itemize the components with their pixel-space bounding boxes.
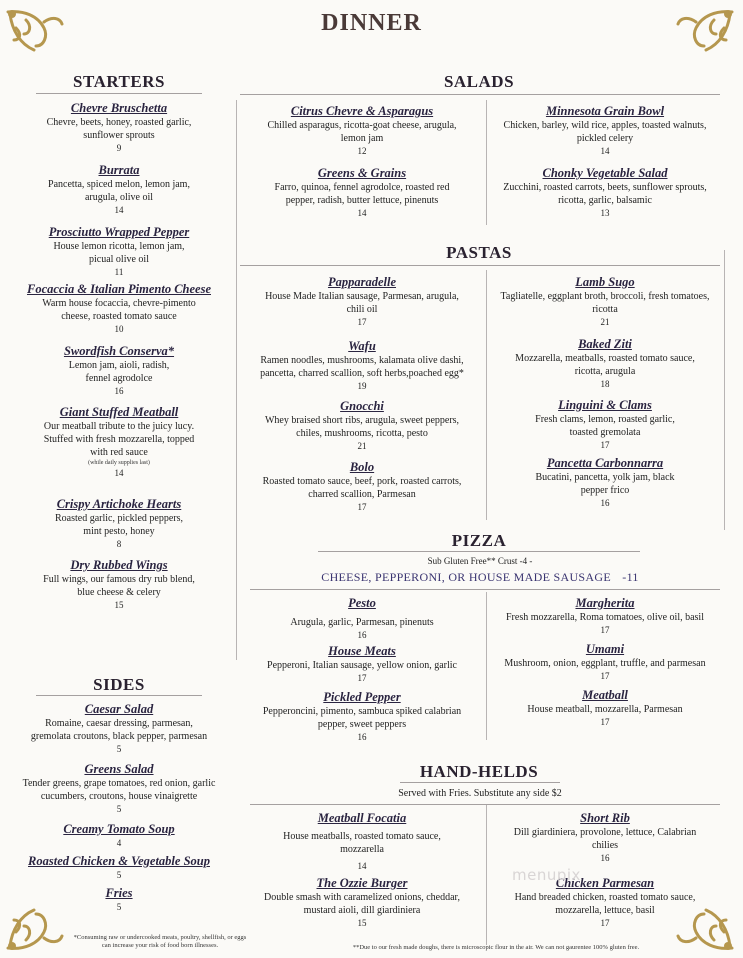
pastas-rule: [240, 265, 720, 266]
item-price: 19: [357, 381, 367, 391]
item-price: 9: [116, 143, 122, 153]
item-price: 17: [600, 671, 610, 681]
item-price: 5: [116, 804, 122, 814]
item-name: Greens Salad: [84, 762, 154, 776]
item-name: Baked Ziti: [578, 337, 632, 351]
item-price: 13: [600, 208, 610, 218]
item-description: Chevre, beets, honey, roasted garlic, sunflower sprouts: [46, 117, 192, 141]
item-name: Papparadelle: [327, 275, 397, 289]
pizza-rule: [318, 551, 640, 552]
item-description: House Made Italian sausage, Parmesan, arugula, chili oil: [265, 291, 459, 315]
item-name: Pancetta Carbonnarra: [546, 456, 664, 470]
item-price: 14: [357, 861, 367, 871]
menu-item: [244, 811, 480, 876]
menu-item: [10, 163, 228, 225]
item-description: Full wings, our famous dry rub blend, blue cheese & celery: [43, 574, 195, 598]
item-name: Citrus Chevre & Asparagus: [290, 104, 434, 118]
item-description: Roasted garlic, pickled peppers, mint pesto, honey: [54, 513, 183, 537]
menu-item: [492, 275, 718, 337]
menu-item: [244, 596, 480, 644]
item-description: Hand breaded chicken, roasted tomato sauce, mozzarella, lettuce, basil: [514, 892, 696, 916]
pastas-left-column: [244, 275, 480, 513]
menu-item: [244, 460, 480, 513]
item-price: 14: [600, 146, 610, 156]
item-price: 17: [600, 918, 610, 928]
item-price: 16: [357, 732, 367, 742]
item-description: Pancetta, spiced melon, lemon jam, arugula, olive oil: [48, 179, 190, 203]
item-name: Giant Stuffed Meatball: [59, 405, 179, 419]
item-description: House meatballs, roasted tomato sauce, mozzarella: [283, 831, 441, 855]
menu-item: [10, 101, 228, 163]
menu-item: [10, 854, 228, 886]
salads-divider: [486, 100, 487, 225]
menu-item: [244, 644, 480, 690]
item-name: Wafu: [348, 339, 376, 353]
menu-item: [492, 337, 718, 398]
item-name: Margherita: [575, 596, 635, 610]
item-description: Double smash with caramelized onions, cheddar, mustard aioli, dill giardiniera: [264, 892, 460, 916]
menu-item: [244, 339, 480, 399]
item-name: Dry Rubbed Wings: [70, 558, 168, 572]
item-name: Meatball: [582, 688, 628, 702]
item-price: 15: [114, 600, 124, 610]
item-price: 12: [357, 146, 367, 156]
pizza-left-column: [244, 596, 480, 743]
item-price: 5: [116, 870, 122, 880]
menu-item: [10, 225, 228, 282]
menu-item: [10, 405, 228, 497]
menu-item: [244, 876, 480, 929]
item-name: Pesto: [348, 596, 376, 610]
item-description: Pepperoncini, pimento, sambuca spiked calabrian pepper, sweet peppers: [262, 706, 462, 730]
item-price: 17: [357, 502, 367, 512]
pastas-right-column: [492, 275, 718, 509]
watermark: menupix: [512, 866, 581, 884]
pizza-gluten-free-note: Sub Gluten Free** Crust -4 -: [427, 556, 533, 566]
item-price: 17: [357, 317, 367, 327]
item-name: Greens & Grains: [317, 166, 407, 180]
menu-item: [492, 596, 718, 642]
item-description: Our meatball tribute to the juicy lucy. Stuffed with fresh mozzarella, topped with red sauce: [43, 421, 195, 458]
salads-rule: [240, 94, 720, 95]
item-description: Zucchini, roasted carrots, beets, sunflower sprouts, ricotta, garlic, balsamic: [503, 182, 707, 206]
pastas-divider: [486, 270, 487, 520]
column-divider: [236, 100, 237, 660]
item-name: Swordfish Conserva*: [63, 344, 175, 358]
item-price: 4: [116, 838, 122, 848]
menu-item: [10, 558, 228, 611]
item-name: Prosciutto Wrapped Pepper: [48, 225, 190, 239]
menu-item: [244, 104, 480, 166]
pizza-right-column: [492, 596, 718, 728]
item-price: 16: [357, 630, 367, 640]
menu-item: [492, 166, 718, 219]
item-description: Whey braised short ribs, arugula, sweet peppers, chiles, mushrooms, ricotta, pesto: [264, 415, 460, 439]
item-description: Tender greens, grape tomatoes, red onion, garlic cucumbers, croutons, house vinaigrette: [22, 778, 216, 802]
menu-item: [244, 399, 480, 460]
item-description: Ramen noodles, mushrooms, kalamata olive dashi, pancetta, charred scallion, soft herbs,poached egg*: [260, 355, 464, 379]
item-description: Farro, quinoa, fennel agrodolce, roasted red pepper, radish, butter lettuce, pinenuts: [274, 182, 450, 206]
item-name: Roasted Chicken & Vegetable Soup: [28, 854, 210, 868]
item-price: 17: [357, 673, 367, 683]
item-description: Chilled asparagus, ricotta-goat cheese, arugula, lemon jam: [267, 120, 457, 144]
pizza-heading: PIZZA: [451, 531, 507, 550]
item-name: Creamy Tomato Soup: [63, 822, 175, 836]
menu-item: [244, 690, 480, 743]
salads-left-column: [244, 104, 480, 219]
item-name: Gnocchi: [340, 399, 384, 413]
salads-right-column: [492, 104, 718, 219]
gluten-footnote: **Due to our fresh made doughs, there is microscopic flour in the air. We can not gaurentee 100% gluten free.: [352, 944, 640, 951]
item-name: The Ozzie Burger: [316, 876, 408, 890]
item-name: House Meats: [328, 644, 396, 658]
item-price: 5: [116, 744, 122, 754]
item-name: Chicken Parmesan: [555, 876, 655, 890]
item-description: Mozzarella, meatballs, roasted tomato sauce, ricotta, arugula: [515, 353, 695, 377]
starters-heading: STARTERS: [73, 72, 165, 91]
menu-item: [10, 886, 228, 913]
item-description: Dill giardiniera, provolone, lettuce, Calabrian chilies: [513, 827, 697, 851]
raw-food-footnote: *Consuming raw or undercooked meats, poultry, shellfish, or eggs can increase your risk of food born illnesses.: [73, 934, 247, 949]
sides-rule: [36, 695, 202, 696]
menu-item: [10, 762, 228, 822]
menu-item: [492, 104, 718, 166]
item-price: 11: [114, 267, 124, 277]
menu-item: [10, 282, 228, 344]
menu-item: [10, 344, 228, 405]
item-name: Focaccia & Italian Pimento Cheese: [26, 282, 211, 296]
item-name: Chonky Vegetable Salad: [542, 166, 668, 180]
item-price: 5: [116, 902, 122, 912]
item-name: Linguini & Clams: [558, 398, 652, 412]
item-price: 21: [600, 317, 610, 327]
item-description: Bucatini, pancetta, yolk jam, black pepper frico: [535, 472, 675, 496]
item-description: Fresh clams, lemon, roasted garlic, toasted gremolata: [535, 414, 675, 438]
page-title: DINNER: [321, 10, 422, 36]
item-price: 15: [357, 918, 367, 928]
salads-heading: SALADS: [443, 72, 515, 91]
item-description: Mushroom, onion, eggplant, truffle, and parmesan: [504, 658, 706, 669]
pizza-basic-options: [250, 570, 710, 585]
starters-rule: [36, 93, 202, 94]
item-name: Chevre Bruschetta: [70, 101, 168, 115]
menu-item: [244, 166, 480, 219]
menu-item: [492, 688, 718, 728]
item-name: Pickled Pepper: [323, 690, 401, 704]
item-description: Romaine, caesar dressing, parmesan, gremolata croutons, black pepper, parmesan: [30, 718, 208, 742]
handhelds-subtitle: Served with Fries. Substitute any side $2: [398, 788, 562, 799]
menu-item: [492, 642, 718, 688]
item-price: 14: [357, 208, 367, 218]
item-name: Short Rib: [580, 811, 630, 825]
item-price: 16: [600, 853, 610, 863]
starters-column: [10, 101, 228, 611]
item-description: House lemon ricotta, lemon jam, picual olive oil: [53, 241, 185, 265]
item-price: 17: [600, 717, 610, 727]
menu-item: [492, 398, 718, 456]
item-price: 10: [114, 324, 124, 334]
item-name: Fries: [105, 886, 133, 900]
item-description: Warm house focaccia, chevre-pimento cheese, roasted tomato sauce: [42, 298, 196, 322]
item-name: Umami: [585, 642, 625, 656]
sides-heading: SIDES: [93, 675, 145, 694]
item-price: 17: [600, 625, 610, 635]
menu-item: [10, 702, 228, 762]
pizza-basic-price: -11: [622, 570, 639, 584]
item-price: 21: [357, 441, 367, 451]
pizza-subrule: [250, 589, 720, 590]
item-price: 18: [600, 379, 610, 389]
item-price: 14: [114, 468, 124, 478]
item-description: House meatball, mozzarella, Parmesan: [527, 704, 683, 715]
pizza-divider: [486, 592, 487, 740]
item-name: Meatball Focatia: [317, 811, 407, 825]
item-price: 8: [116, 539, 122, 549]
pastas-heading: PASTAS: [446, 243, 512, 262]
handhelds-rule: [400, 782, 560, 783]
item-price: 16: [114, 386, 124, 396]
item-name: Bolo: [349, 460, 375, 474]
item-price: 17: [600, 440, 610, 450]
menu-item: [10, 822, 228, 854]
item-name: Crispy Artichoke Hearts: [56, 497, 182, 511]
item-description: Tagliatelle, eggplant broth, broccoli, fresh tomatoes, ricotta: [500, 291, 710, 315]
menu-item: [244, 275, 480, 339]
handhelds-divider: [486, 805, 487, 945]
item-name: Lamb Sugo: [575, 275, 635, 289]
item-name: Burrata: [98, 163, 140, 177]
handhelds-heading: HAND-HELDS: [419, 762, 539, 781]
item-description: Arugula, garlic, Parmesan, pinenuts: [290, 617, 434, 628]
handhelds-subrule: [250, 804, 720, 805]
item-name: Caesar Salad: [84, 702, 154, 716]
item-description: Pepperoni, Italian sausage, yellow onion, garlic: [267, 660, 457, 671]
pizza-basic-label: CHEESE, PEPPERONI, OR HOUSE MADE SAUSAGE: [321, 570, 611, 584]
item-description: Lemon jam, aioli, radish, fennel agrodolce: [68, 360, 170, 384]
item-description: Fresh mozzarella, Roma tomatoes, olive oil, basil: [505, 612, 704, 623]
item-description: Roasted tomato sauce, beef, pork, roasted carrots, charred scallion, Parmesan: [262, 476, 462, 500]
menu-item: [492, 456, 718, 509]
right-edge-divider: [724, 250, 725, 530]
handhelds-left-column: [244, 811, 480, 929]
item-price: 14: [114, 205, 124, 215]
item-name: Minnesota Grain Bowl: [545, 104, 665, 118]
item-note: (while daily supplies last): [88, 460, 150, 466]
sides-column: [10, 702, 228, 913]
menu-item: [10, 497, 228, 558]
item-description: Chicken, barley, wild rice, apples, toasted walnuts, pickled celery: [503, 120, 707, 144]
item-price: 16: [600, 498, 610, 508]
